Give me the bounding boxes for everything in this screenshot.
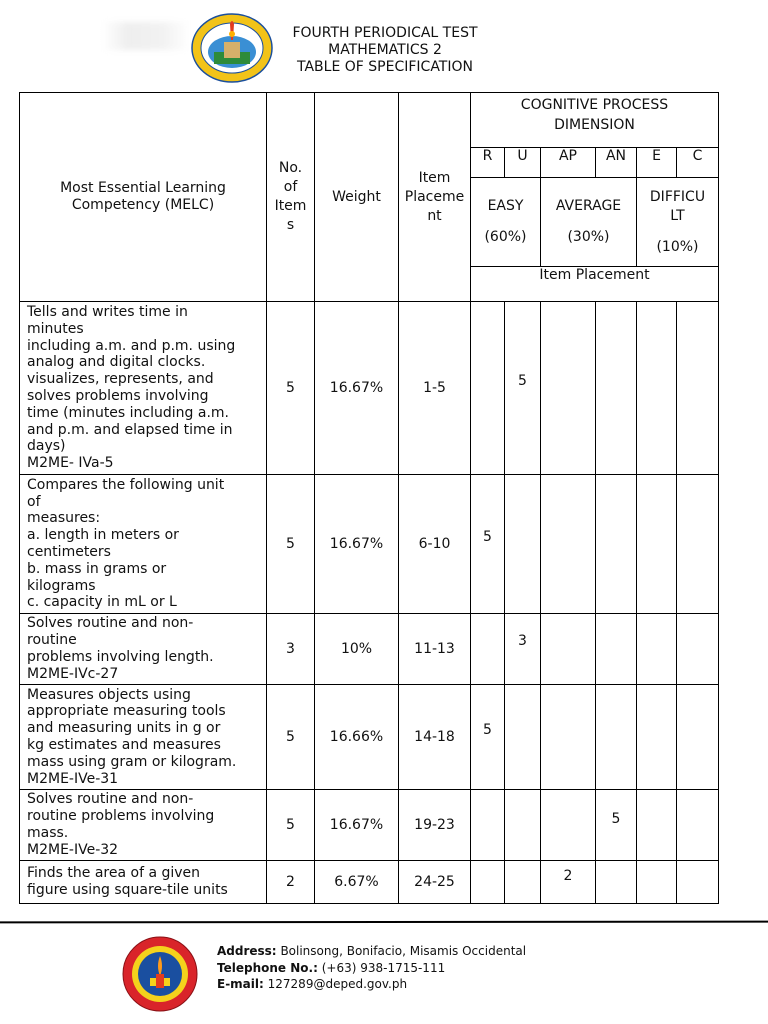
- items-cell: 5: [267, 790, 315, 861]
- title-line-1: FOURTH PERIODICAL TEST: [292, 25, 478, 41]
- placement-cell: 1-5: [399, 302, 471, 475]
- e-cell: [637, 790, 677, 861]
- level-c: C: [677, 148, 719, 178]
- deped-seal-logo: [190, 12, 274, 84]
- melc-cell: Measures objects using appropriate measuring tools and measuring units in g or kg estimates and measures mass using gram or kilogram. M2ME-IVe-31: [20, 685, 267, 790]
- items-cell: 2: [267, 861, 315, 904]
- title-line-3: TABLE OF SPECIFICATION: [297, 59, 473, 75]
- an-cell: [596, 302, 637, 475]
- item-placement-label: Item Placement: [471, 267, 719, 302]
- melc-cell: Tells and writes time in minutes including a.m. and p.m. using analog and digital clocks. visualizes, represents, and solves problems involving time (minutes including a.m. and p.m. and elapsed time in days) M2ME- IVa-5: [20, 302, 267, 475]
- r-cell: 5: [471, 685, 505, 790]
- difficulty-difficult: DIFFICU LT (10%): [637, 178, 719, 267]
- table-row: [20, 614, 719, 685]
- ap-cell: 2: [541, 861, 596, 904]
- u-cell: [505, 475, 541, 614]
- address-line: Address: Bolinsong, Bonifacio, Misamis Occidental: [217, 944, 527, 958]
- placement-cell: 19-23: [399, 790, 471, 861]
- ap-cell: [541, 475, 596, 614]
- an-cell: [596, 475, 637, 614]
- header-melc: Most Essential Learning Competency (MELC): [20, 93, 267, 302]
- level-r: R: [471, 148, 505, 178]
- weight-cell: 6.67%: [315, 861, 399, 904]
- melc-cell: Finds the area of a given figure using square-tile units: [20, 861, 267, 904]
- header-item-placement: Item Placeme nt: [399, 93, 471, 302]
- table-row: [20, 685, 719, 790]
- r-cell: [471, 790, 505, 861]
- redacted-area: [102, 22, 190, 50]
- weight-cell: 16.66%: [315, 685, 399, 790]
- table-row: [20, 475, 719, 614]
- level-e: E: [637, 148, 677, 178]
- u-cell: [505, 861, 541, 904]
- r-cell: [471, 861, 505, 904]
- items-cell: 5: [267, 302, 315, 475]
- ap-cell: [541, 614, 596, 685]
- melc-cell: Solves routine and non- routine problems involving mass. M2ME-IVe-32: [20, 790, 267, 861]
- e-cell: [637, 302, 677, 475]
- ap-cell: [541, 302, 596, 475]
- u-cell: [505, 790, 541, 861]
- r-cell: [471, 614, 505, 685]
- difficulty-easy: EASY (60%): [471, 178, 541, 267]
- telephone-line: Telephone No.: (+63) 938-1715-111: [217, 960, 446, 975]
- footer-divider: [0, 921, 768, 924]
- weight-cell: 16.67%: [315, 475, 399, 614]
- u-cell: 5: [505, 302, 541, 475]
- an-cell: [596, 614, 637, 685]
- melc-cell: Compares the following unit of measures: a. length in meters or centimeters b. mass in grams or kilograms c. capacity in mL or L: [20, 475, 267, 614]
- placement-cell: 11-13: [399, 614, 471, 685]
- ap-cell: [541, 790, 596, 861]
- an-cell: 5: [596, 790, 637, 861]
- e-cell: [637, 475, 677, 614]
- c-cell: [677, 861, 719, 904]
- level-ap: AP: [541, 148, 596, 178]
- header-weight: Weight: [315, 93, 399, 302]
- school-seal-logo: [120, 936, 200, 1012]
- header-num-items: No. of Item s: [267, 93, 315, 302]
- melc-cell: Solves routine and non- routine problems involving length. M2ME-IVc-27: [20, 614, 267, 685]
- ap-cell: [541, 685, 596, 790]
- weight-cell: 16.67%: [315, 790, 399, 861]
- level-u: U: [505, 148, 541, 178]
- e-cell: [637, 861, 677, 904]
- level-an: AN: [596, 148, 637, 178]
- specification-table: [19, 92, 719, 904]
- weight-cell: 10%: [315, 614, 399, 685]
- c-cell: [677, 790, 719, 861]
- placement-cell: 24-25: [399, 861, 471, 904]
- items-cell: 3: [267, 614, 315, 685]
- e-cell: [637, 614, 677, 685]
- r-cell: [471, 302, 505, 475]
- table-row: [20, 790, 719, 861]
- table-row: [20, 861, 719, 904]
- u-cell: 3: [505, 614, 541, 685]
- items-cell: 5: [267, 685, 315, 790]
- c-cell: [677, 302, 719, 475]
- c-cell: [677, 614, 719, 685]
- email-line: E-mail: 127289@deped.gov.ph: [217, 977, 408, 991]
- c-cell: [677, 685, 719, 790]
- r-cell: 5: [471, 475, 505, 614]
- contact-info: [217, 943, 526, 993]
- placement-cell: 6-10: [399, 475, 471, 614]
- c-cell: [677, 475, 719, 614]
- u-cell: [505, 685, 541, 790]
- title-line-2: MATHEMATICS 2: [328, 42, 442, 58]
- e-cell: [637, 685, 677, 790]
- placement-cell: 14-18: [399, 685, 471, 790]
- table-row: [20, 302, 719, 475]
- an-cell: [596, 685, 637, 790]
- items-cell: 5: [267, 475, 315, 614]
- header-cognitive-process: COGNITIVE PROCESS DIMENSION: [471, 93, 719, 148]
- difficulty-average: AVERAGE (30%): [541, 178, 637, 267]
- document-titles: [270, 25, 500, 76]
- weight-cell: 16.67%: [315, 302, 399, 475]
- an-cell: [596, 861, 637, 904]
